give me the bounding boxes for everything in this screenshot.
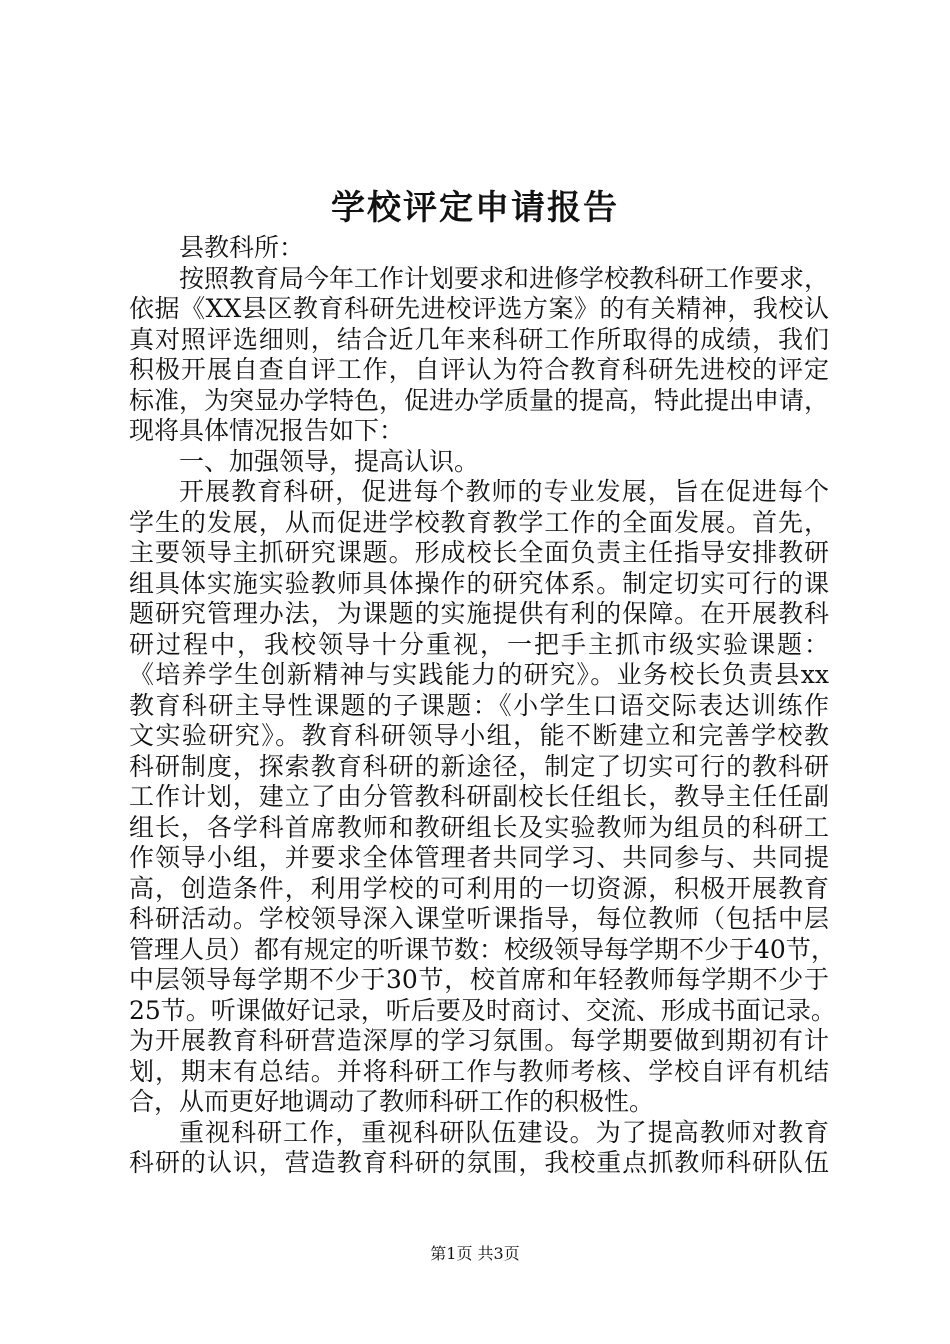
text-line: 《培养学生创新精神与实践能力的研究》。业务校长负责县xx [129,660,829,689]
text-line: 开展教育科研，促进每个教师的专业发展，旨在促进每个 [179,477,829,506]
text-line: 标准，为突显办学特色，促进办学质量的提高，特此提出申请， [129,385,830,415]
text-line: 合，从而更好地调动了教师科研工作的积极性。 [129,1087,655,1116]
text-line: 教育科研主导性课题的子课题：《小学生口语交际表达训练作 [129,690,829,720]
text-line: 真对照评选细则，结合近几年来科研工作所取得的成绩，我们 [129,324,829,354]
text-line: 按照教育局今年工作计划要求和进修学校教科研工作要求， [179,263,830,293]
text-line: 中层领导每学期不少于30节，校首席和年轻教师每学期不少于 [129,965,829,994]
text-line: 依据《XX县区教育科研先进校评选方案》的有关精神，我校认 [129,294,829,323]
text-line: 县教科所： [179,233,305,262]
text-line: 高，创造条件，利用学校的可利用的一切资源，积极开展教育 [129,873,829,903]
text-line: 学生的发展，从而促进学校教育教学工作的全面发展。首先， [129,507,829,537]
text-line: 管理人员）都有规定的听课节数：校级领导每学期不少于40节， [129,934,836,964]
document-body [129,233,836,1179]
text-line: 为开展教育科研营造深厚的学习氛围。每学期要做到期初有计 [129,1026,829,1055]
text-line: 题研究管理办法，为课题的实施提供有利的保障。在开展教科 [129,599,829,628]
text-line: 组具体实施实验教师具体操作的研究体系。制定切实可行的课 [129,568,829,598]
text-line: 工作计划，建立了由分管教科研副校长任组长，教导主任任副 [129,782,829,811]
text-line: 主要领导主抓研究课题。形成校长全面负责主任指导安排教研 [129,538,829,567]
text-line: 划，期末有总结。并将科研工作与教师考核、学校自评有机结 [129,1056,829,1086]
text-line: 25节。听课做好记录，听后要及时商讨、交流、形成书面记录。 [129,995,836,1025]
text-line: 科研活动。学校领导深入课堂听课指导，每位教师（包括中层 [129,904,829,933]
text-line: 科研的认识，营造教育科研的氛围，我校重点抓教师科研队伍 [129,1148,829,1177]
text-line: 文实验研究》。教育科研领导小组，能不断建立和完善学校教 [129,721,829,750]
text-line: 一、加强领导，提高认识。 [179,446,480,476]
document-title: 学校评定申请报告 [331,188,619,228]
text-line: 现将具体情况报告如下： [129,416,405,445]
text-line: 积极开展自查自评工作，自评认为符合教育科研先进校的评定 [129,355,829,384]
text-line: 重视科研工作，重视科研队伍建设。为了提高教师对教育 [179,1117,829,1147]
text-line: 组长，各学科首席教师和教研组长及实验教师为组员的科研工 [129,812,829,842]
text-line: 作领导小组，并要求全体管理者共同学习、共同参与、共同提 [129,843,829,872]
page-footer: 第1页 共3页 [430,1244,520,1263]
text-line: 科研制度，探索教育科研的新途径，制定了切实可行的教科研 [129,751,829,781]
text-line: 研过程中，我校领导十分重视，一把手主抓市级实验课题： [129,629,829,659]
